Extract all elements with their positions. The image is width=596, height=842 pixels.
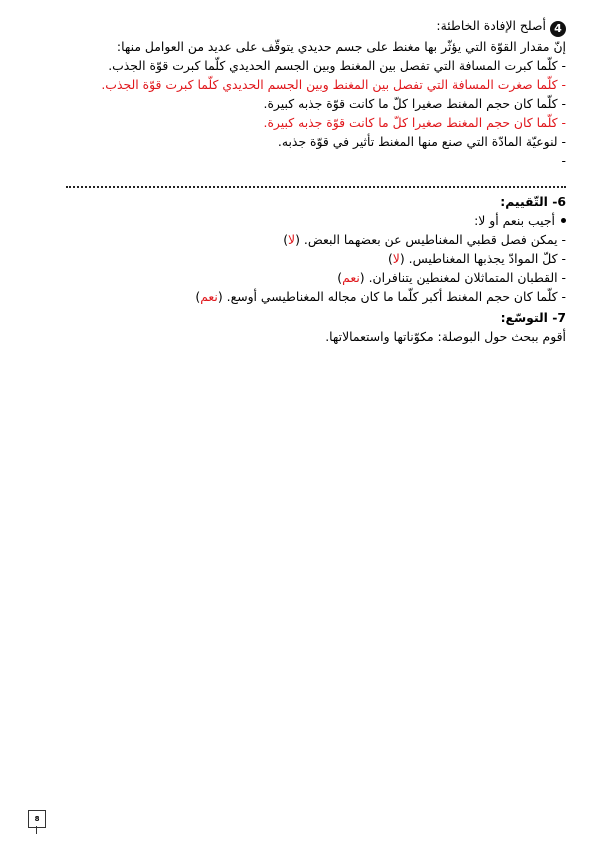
corrected-statement-2: - كلّما كان حجم المغنط صغيرا كلّ ما كانت قوّة جذبه كبيرة. xyxy=(263,115,566,130)
page-number-tick xyxy=(36,826,37,834)
section4-title: أصلح الإفادة الخاطئة: xyxy=(436,18,546,33)
corrected-statement-1: - كلّما صغرت المسافة التي تفصل بين المغنط وبين الجسم الحديدي كلّما كبرت قوّة الجذب. xyxy=(101,77,566,92)
evaluation-item: - كلّما كان حجم المغنط أكبر كلّما ما كان مجاله المغناطيسي أوسع. (نعم) xyxy=(195,289,566,304)
section7-heading: 7- التوسّع: xyxy=(500,310,566,325)
evaluation-item-text: - كلّما كان حجم المغنط أكبر كلّما ما كان مجاله المغناطيسي أوسع. xyxy=(226,289,566,304)
wrong-statement-1: - كلّما كبرت المسافة التي تفصل بين المغنط وبين الجسم الحديدي كلّما كبرت قوّة الجذب. xyxy=(108,58,566,73)
evaluation-item: - يمكن فصل قطبي المغناطيس عن بعضهما البعض. (لا) xyxy=(283,232,566,247)
evaluation-answer: لا xyxy=(288,232,296,247)
worksheet-content xyxy=(56,16,566,346)
evaluation-answer: نعم xyxy=(342,270,360,285)
evaluation-item-text: - كلّ الموادّ يجذبها المغناطيس. xyxy=(408,251,566,266)
evaluation-answer: لا xyxy=(392,251,400,266)
page-number: 8 xyxy=(28,810,46,828)
evaluation-item: - كلّ الموادّ يجذبها المغناطيس. (لا) xyxy=(387,251,566,266)
evaluation-item: - القطبان المتماثلان لمغنطين يتنافران. (نعم) xyxy=(337,270,566,285)
section6-instruction: أجيب بنعم أو لا: xyxy=(474,213,555,228)
section4-number-badge: 4 xyxy=(550,21,566,37)
dotted-separator xyxy=(66,172,566,188)
section6-heading: 6- التّقييم: xyxy=(500,194,566,209)
section6-instruction-line xyxy=(56,211,566,230)
evaluation-item-text: - يمكن فصل قطبي المغناطيس عن بعضهما البعض. xyxy=(303,232,566,247)
section4-intro: إنّ مقدار القوّة التي يؤثّر بها مغنط على جسم حديدي يتوقّف على عديد من العوامل منها: xyxy=(116,39,566,54)
evaluation-answer: نعم xyxy=(200,289,218,304)
bullet-icon xyxy=(561,218,566,223)
section7-text: أقوم ببحث حول البوصلة: مكوّناتها واستعمالاتها. xyxy=(325,329,566,344)
evaluation-item-text: - القطبان المتماثلان لمغنطين يتنافران. xyxy=(368,270,566,285)
wrong-statement-2: - كلّما كان حجم المغنط صغيرا كلّ ما كانت قوّة جذبه كبيرة. xyxy=(263,96,566,111)
empty-dash-line: - xyxy=(561,153,566,168)
correct-statement-3: - لنوعيّة المادّة التي صنع منها المغنط تأثير في قوّة جذبه. xyxy=(277,134,566,149)
section4-title-line xyxy=(56,16,566,37)
